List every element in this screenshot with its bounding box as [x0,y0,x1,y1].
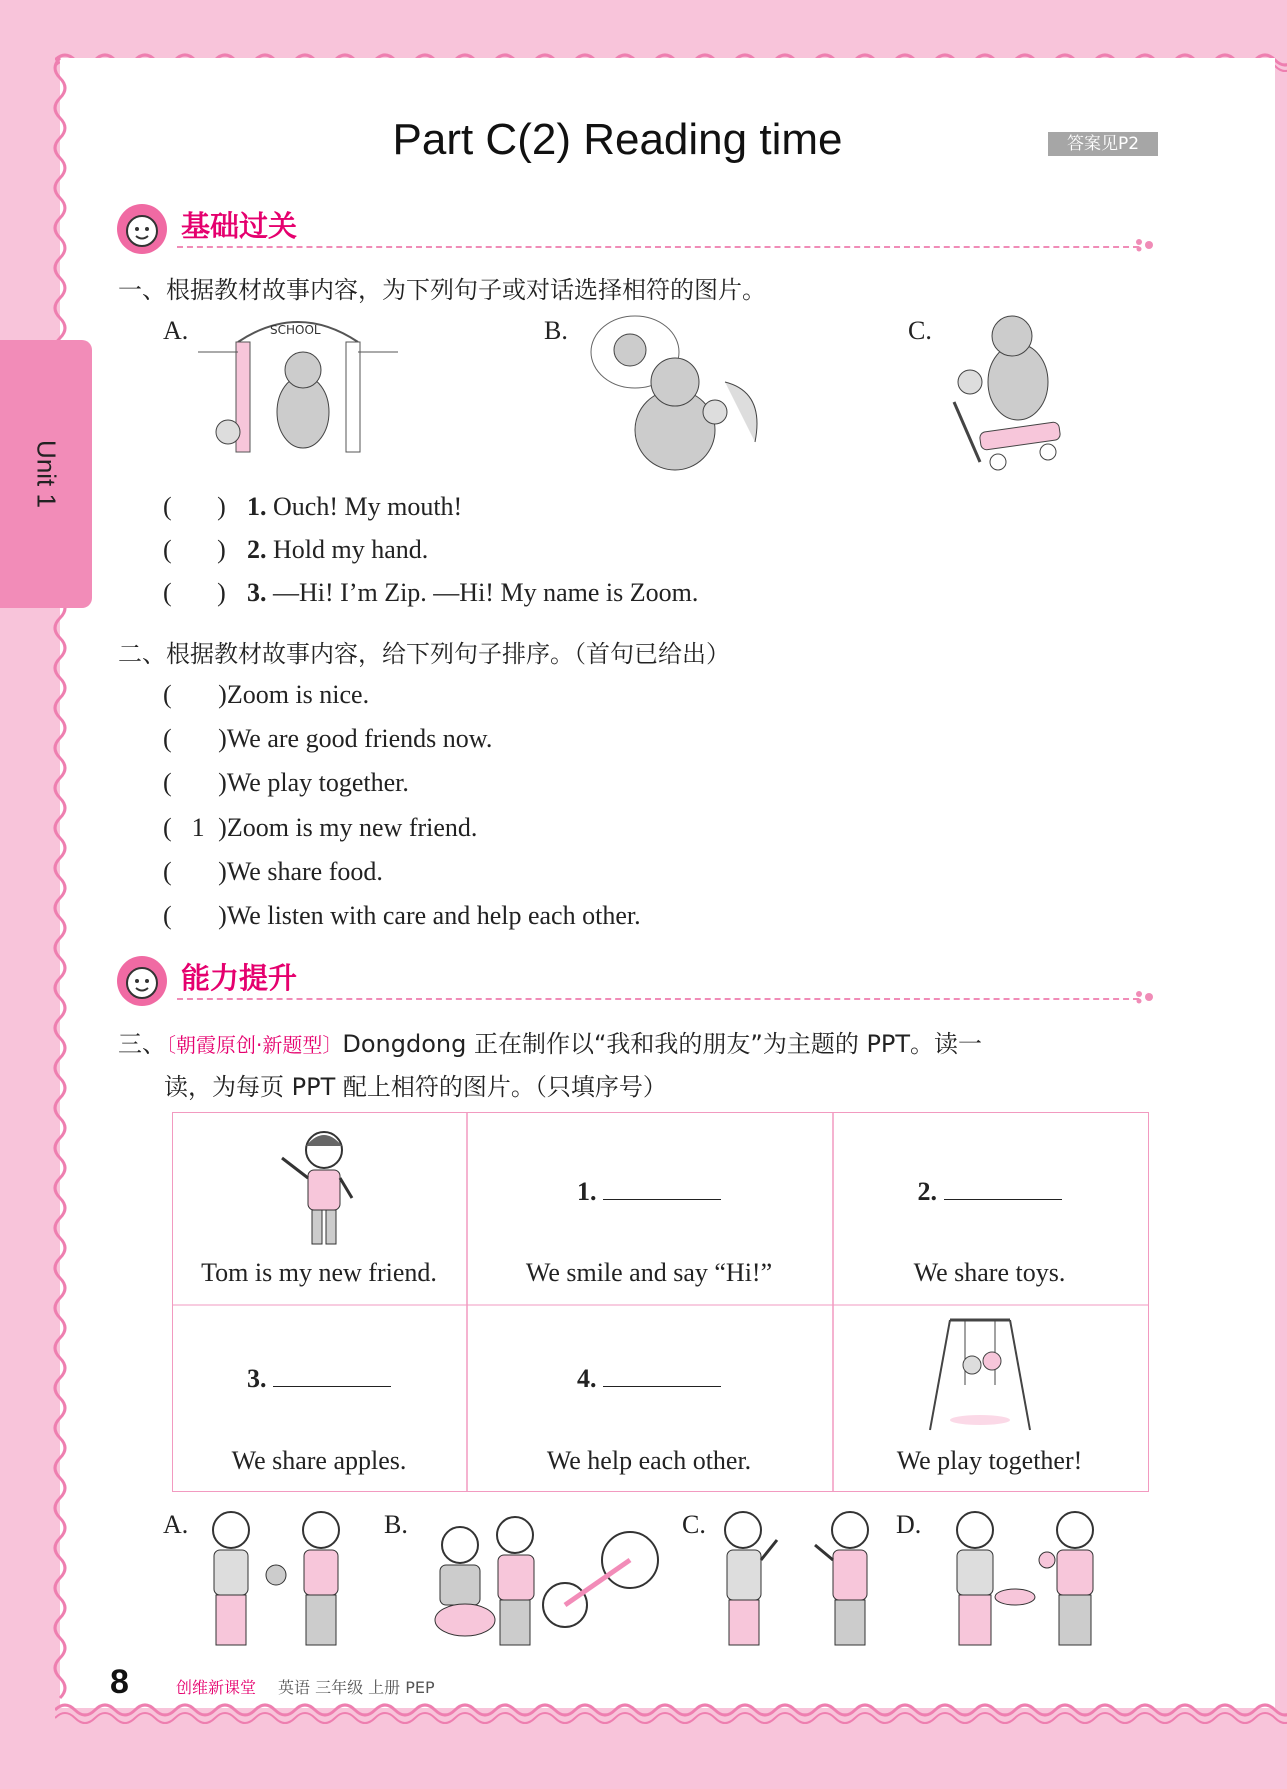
swing-illustration [920,1315,1040,1435]
q2-answer-blank[interactable]: 1 [191,813,205,842]
ppt-cell-5 [466,1446,832,1476]
sharing-apples-illustration [935,1505,1115,1650]
q1-item-1-number: 1. [247,492,267,521]
ppt-cell-6 [832,1446,1147,1476]
ppt-slide-number: 1. [577,1177,597,1206]
q1-item-2-number: 2. [247,535,267,564]
ppt-answer-blank[interactable] [603,1175,721,1200]
q1-option-b-label: B. [544,316,568,345]
sharing-toys-illustration [196,1505,356,1650]
kid-face-icon [117,204,167,254]
ppt-cell-2-answer [466,1175,832,1207]
bottom-wave-border [55,1700,1287,1728]
dots-decoration [1135,990,1157,1004]
q1-option-a-label: A. [163,316,189,345]
bear-scooter-illustration [940,312,1070,482]
q3-instruction-line2: 读，为每页 PPT 配上相符的图片。（只填序号） [164,1073,667,1101]
unit-tab-label: Unit 1 [31,440,62,508]
q2-item-text: Zoom is my new friend. [226,813,478,842]
ppt-cell-3 [832,1258,1147,1288]
q2-item: ( )We share food. [163,857,383,886]
tom-waving-illustration [272,1128,372,1248]
helping-friend-bike-illustration [420,1505,665,1650]
ppt-caption: We smile and say “Hi!” [525,1258,773,1287]
q1-item-3: ( ) 3. —Hi! I’m Zip. —Hi! My name is Zoom. [163,578,699,607]
q2-item-text: Zoom is nice. [226,680,370,709]
ppt-cell-4 [172,1446,466,1476]
q3-tag: 〔朝霞原创·新题型〕 [166,1033,343,1057]
ppt-answer-blank[interactable] [273,1362,391,1387]
q2-item-text: We play together. [226,768,409,797]
kid-face-icon [117,956,167,1006]
ppt-slide-number: 4. [577,1364,597,1393]
section-basic-title: 基础过关 [181,209,298,243]
ppt-answer-blank[interactable] [603,1362,721,1387]
q1-item-1: ( ) 1. Ouch! My mouth! [163,492,463,521]
ppt-answer-blank[interactable] [944,1175,1062,1200]
section-advanced-header [117,952,1157,1012]
q1-item-3-text: —Hi! I’m Zip. —Hi! My name is Zoom. [273,578,699,607]
ppt-caption: We play together! [896,1446,1083,1475]
picture-b-label: B. [384,1510,408,1539]
q3-instruction-text: Dongdong 正在制作以“我和我的朋友”为主题的 PPT。读一 [342,1030,983,1058]
ppt-cell-5-answer [466,1362,832,1394]
q1-item-1-text: Ouch! My mouth! [273,492,463,521]
picture-d-label: D. [896,1510,922,1539]
ppt-cell-1 [172,1258,466,1288]
page-title: Part C(2) Reading time [392,115,843,164]
ppt-cell-2 [466,1258,832,1288]
q2-item: ( )We are good friends now. [163,724,493,753]
section-basic-header [117,200,1157,260]
q2-item-text: We listen with care and help each other. [226,901,641,930]
ppt-caption: We share apples. [231,1446,407,1475]
ppt-caption: We share toys. [913,1258,1066,1287]
q1-option-c-label: C. [908,316,932,345]
school-bear-illustration [198,312,403,462]
ppt-caption: We help each other. [546,1446,752,1475]
q1-item-3-number: 3. [247,578,267,607]
ppt-slide-number: 2. [917,1177,937,1206]
ppt-slide-number: 3. [247,1364,267,1393]
left-wave-border [46,58,74,1708]
q2-item-text: We share food. [226,857,383,886]
unit-tab[interactable] [0,340,92,608]
q2-item: ( )We play together. [163,768,409,797]
footer-brand: 创维新课堂 [176,1678,257,1697]
section-advanced-title: 能力提升 [181,961,298,995]
q2-instruction: 二、根据教材故事内容，给下列句子排序。（首句已给出） [118,640,730,668]
q2-item: ( )We listen with care and help each other. [163,901,641,930]
q3-instruction-line1 [118,1024,982,1059]
q2-item: ( )Zoom is nice. [163,680,370,709]
q2-item: ( 1 )Zoom is my new friend. [163,813,478,842]
q2-item-text: We are good friends now. [226,724,493,753]
ppt-caption: Tom is my new friend. [201,1258,437,1287]
q1-item-2-text: Hold my hand. [273,535,429,564]
bear-toothache-illustration [575,312,770,477]
section-divider [177,246,1139,248]
dots-decoration [1135,238,1157,252]
picture-c-label: C. [682,1510,706,1539]
picture-a-label: A. [163,1510,189,1539]
page-number: 8 [110,1663,129,1701]
ppt-cell-4-answer [172,1362,466,1394]
saying-hi-illustration [715,1505,880,1650]
q3-number: 三、 [118,1030,166,1058]
section-divider [177,998,1139,1000]
footer-meta: 英语 三年级 上册 PEP [278,1678,435,1697]
q1-item-2: ( ) 2. Hold my hand. [163,535,429,564]
school-sign-text: SCHOOL [270,323,321,337]
answer-reference-tag: 答案见P2 [1048,132,1158,156]
q1-instruction: 一、根据教材故事内容，为下列句子或对话选择相符的图片。 [118,276,766,304]
ppt-cell-3-answer [832,1175,1147,1207]
